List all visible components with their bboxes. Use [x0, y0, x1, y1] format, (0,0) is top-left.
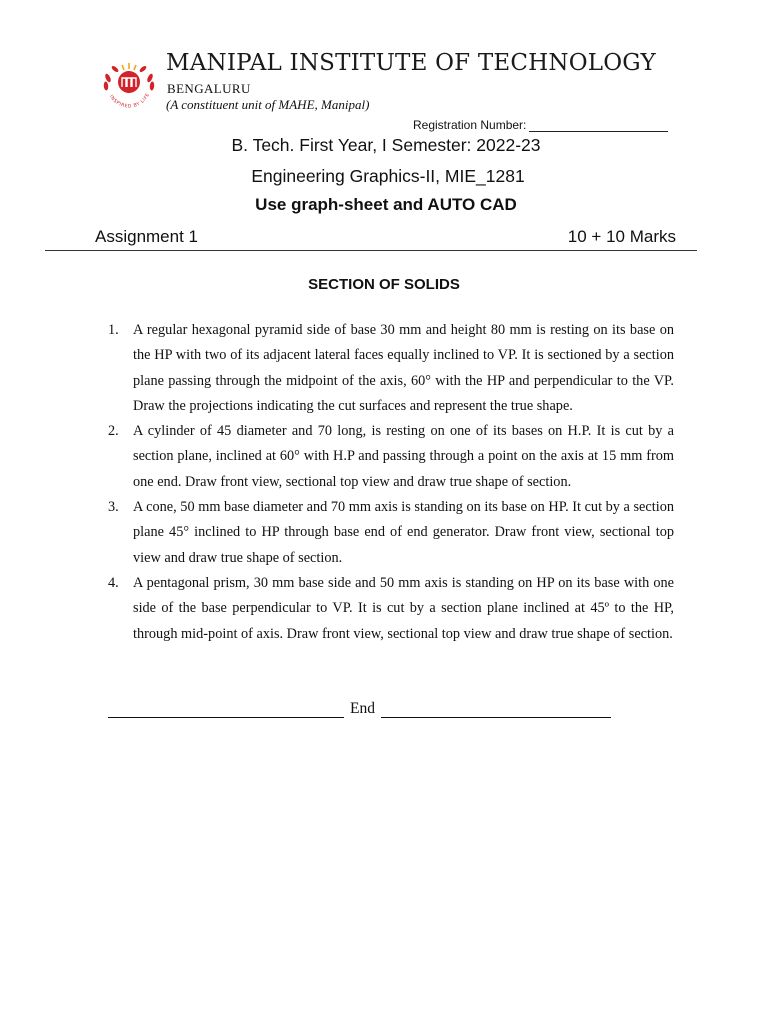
end-rule-right	[381, 701, 611, 718]
institute-city: BENGALURU	[167, 81, 251, 96]
registration-number	[413, 118, 668, 132]
course-year-semester: B. Tech. First Year, I Semester: 2022-23	[231, 135, 541, 155]
question-item	[108, 419, 674, 495]
question-number: 1.	[108, 322, 119, 338]
question-list	[108, 318, 674, 647]
question-text: A cylinder of 45 diameter and 70 long, is resting on one of its bases on H.P. It is cut by a section plane, inclined at 60° with H.P and passing through a point on the axis at 15 mm from one end. Draw front view, sectional top view and draw true shape of section.	[133, 423, 674, 490]
registration-blank-line	[529, 119, 668, 132]
logo-motto: INSPIRED BY LIFE	[108, 92, 152, 110]
institute-subtitle: (A constituent unit of MAHE, Manipal)	[166, 97, 370, 112]
question-text: A regular hexagonal pyramid side of base 30 mm and height 80 mm is resting on its base on the HP with two of its adjacent lateral faces equally inclined to VP. It is sectioned by a section plane passing through the midpoint of the axis, 60° with the HP and perpendicular to the VP. Draw the projections indicating the cut surfaces and represent the true shape.	[133, 322, 674, 414]
assignment-header	[95, 227, 676, 247]
end-marker	[108, 700, 611, 718]
question-item	[108, 495, 674, 571]
assignment-marks: 10 + 10 Marks	[567, 227, 676, 246]
question-item	[108, 571, 674, 647]
question-number: 3.	[108, 499, 119, 516]
question-text: A pentagonal prism, 30 mm base side and 50 mm axis is standing on HP on its base with one side of the base perpendicular to VP. It is cut by a section plane inclined at 45º to the HP, through mid-point of axis. Draw front view, sectional top view and draw true shape of section.	[133, 574, 674, 642]
question-number: 4.	[108, 574, 119, 591]
question-number: 2.	[108, 423, 119, 440]
section-title: SECTION OF SOLIDS	[308, 276, 460, 293]
end-label: End	[350, 700, 375, 717]
question-item	[108, 318, 674, 419]
end-rule-left	[108, 701, 344, 718]
course-name: Engineering Graphics-II, MIE_1281	[251, 166, 525, 186]
assignment-title: Assignment 1	[95, 227, 198, 246]
assignment-instruction: Use graph-sheet and AUTO CAD	[255, 195, 517, 214]
question-text: A cone, 50 mm base diameter and 70 mm axis is standing on its base on HP. It cut by a section plane 45° inclined to HP through base end of end generator. Draw front view, sectional top view and draw true shape of section.	[133, 499, 674, 566]
institute-logo-icon	[100, 56, 158, 114]
institute-name: MANIPAL INSTITUTE OF TECHNOLOGY	[166, 50, 656, 76]
registration-label: Registration Number:	[413, 118, 527, 132]
header-divider	[45, 250, 697, 251]
